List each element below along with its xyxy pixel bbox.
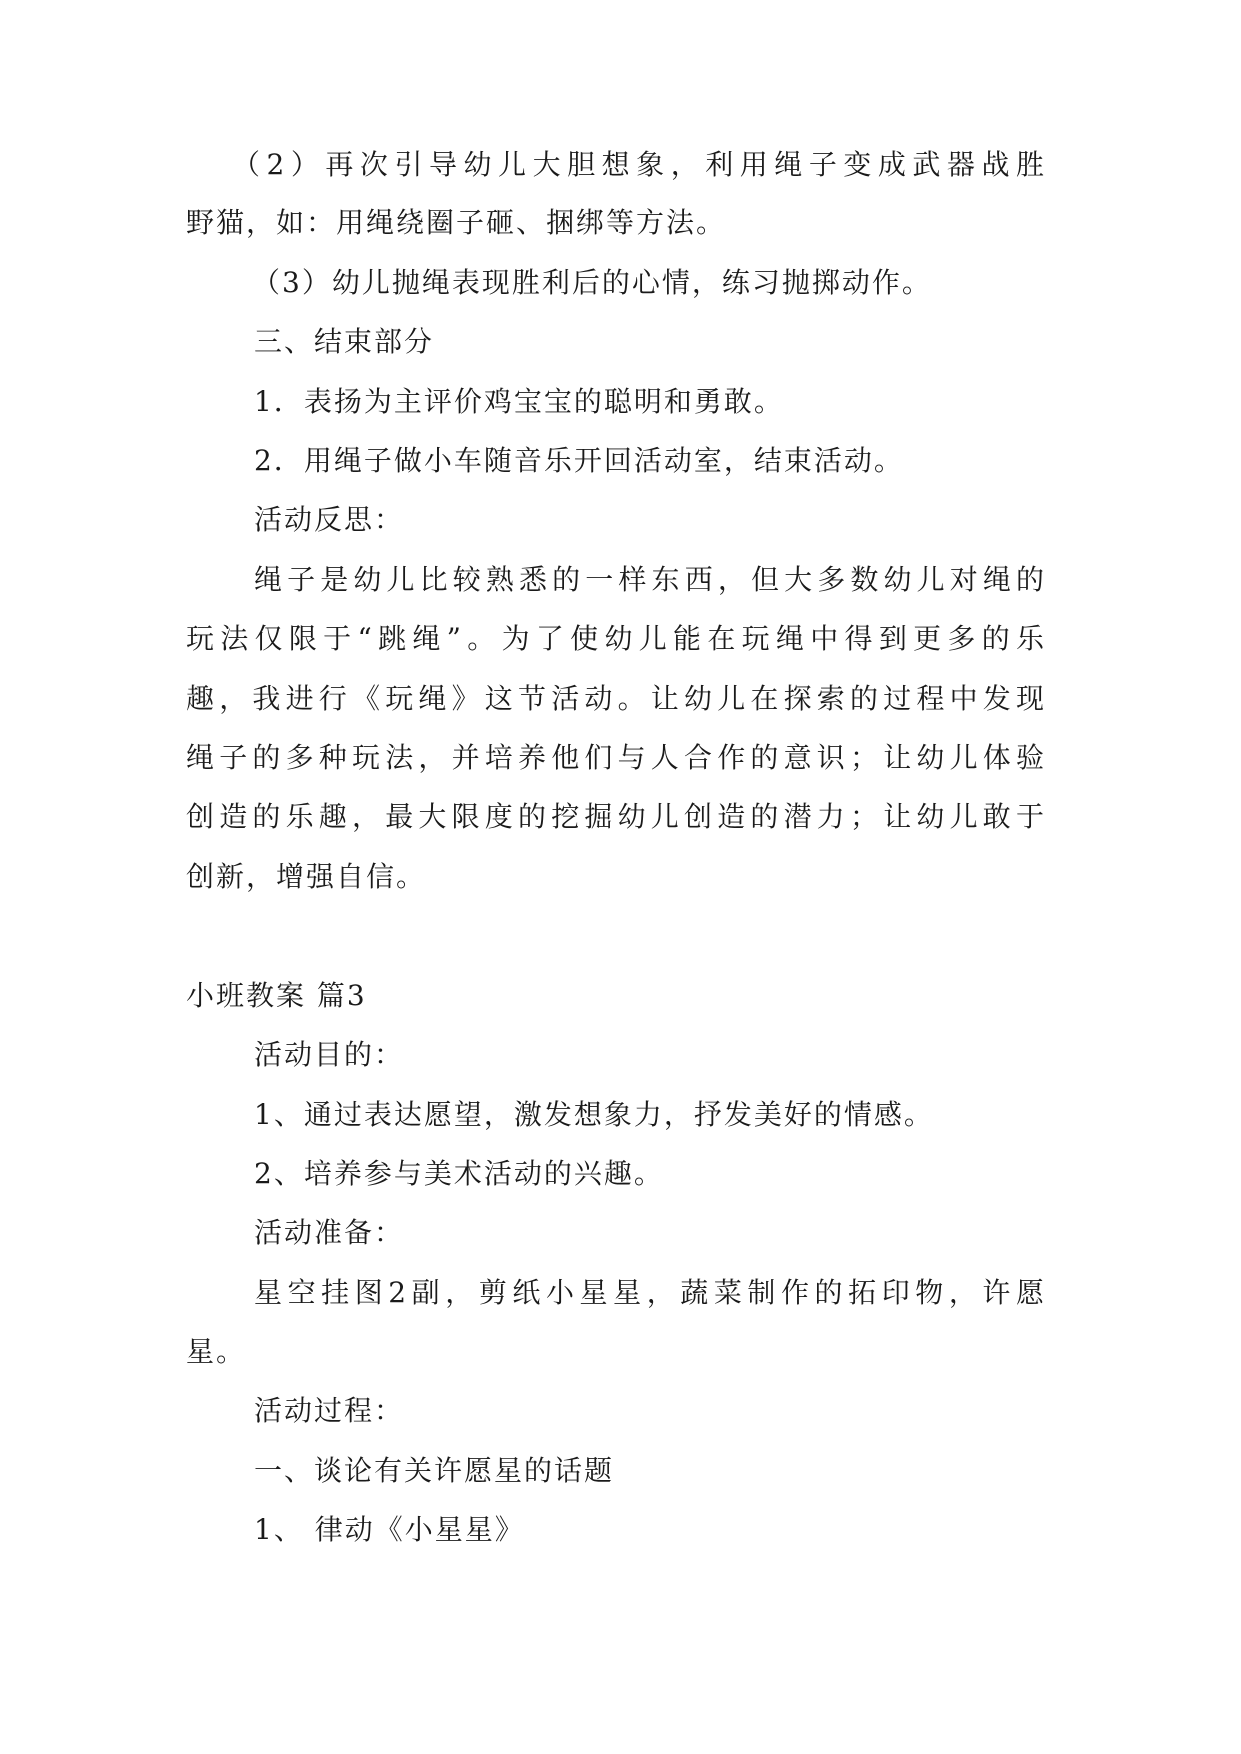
section-heading: 活动反思：	[254, 503, 405, 536]
section-heading: 活动过程：	[254, 1394, 405, 1427]
paragraph-line: 绳子是幼儿比较熟悉的一样东西，但大多数幼儿对绳的	[254, 563, 1046, 596]
list-item: 1、 律动《小星星》	[254, 1513, 525, 1546]
list-item: 1．表扬为主评价鸡宝宝的聪明和勇敢。	[254, 385, 784, 418]
paragraph-line: （3）幼儿抛绳表现胜利后的心情，练习抛掷动作。	[252, 266, 932, 299]
section-heading: 活动目的：	[254, 1038, 405, 1071]
section-heading: 三、结束部分	[254, 325, 435, 358]
list-item: 2、培养参与美术活动的兴趣。	[254, 1157, 664, 1190]
section-heading: 活动准备：	[254, 1216, 405, 1249]
section-heading: 一、谈论有关许愿星的话题	[254, 1454, 615, 1487]
paragraph-line: 野猫，如：用绳绕圈子砸、捆绑等方法。	[186, 206, 727, 239]
list-item: 2．用绳子做小车随音乐开回活动室，结束活动。	[254, 444, 904, 477]
paragraph-line: 趣，我进行《玩绳》这节活动。让幼儿在探索的过程中发现	[186, 682, 1046, 715]
document-title: 小班教案 篇3	[186, 979, 367, 1012]
paragraph-line: 星空挂图2副，剪纸小星星，蔬菜制作的拓印物，许愿	[254, 1276, 1046, 1309]
paragraph-line: 绳子的多种玩法，并培养他们与人合作的意识；让幼儿体验	[186, 741, 1046, 774]
paragraph-line: 玩法仅限于“跳绳”。为了使幼儿能在玩绳中得到更多的乐	[186, 622, 1046, 655]
paragraph-line: （2）再次引导幼儿大胆想象，利用绳子变成武器战胜	[232, 148, 1046, 181]
paragraph-line: 创造的乐趣，最大限度的挖掘幼儿创造的潜力；让幼儿敢于	[186, 800, 1046, 833]
paragraph-line: 星。	[186, 1335, 247, 1368]
paragraph-line: 创新，增强自信。	[186, 860, 427, 893]
list-item: 1、通过表达愿望，激发想象力，抒发美好的情感。	[254, 1098, 934, 1131]
